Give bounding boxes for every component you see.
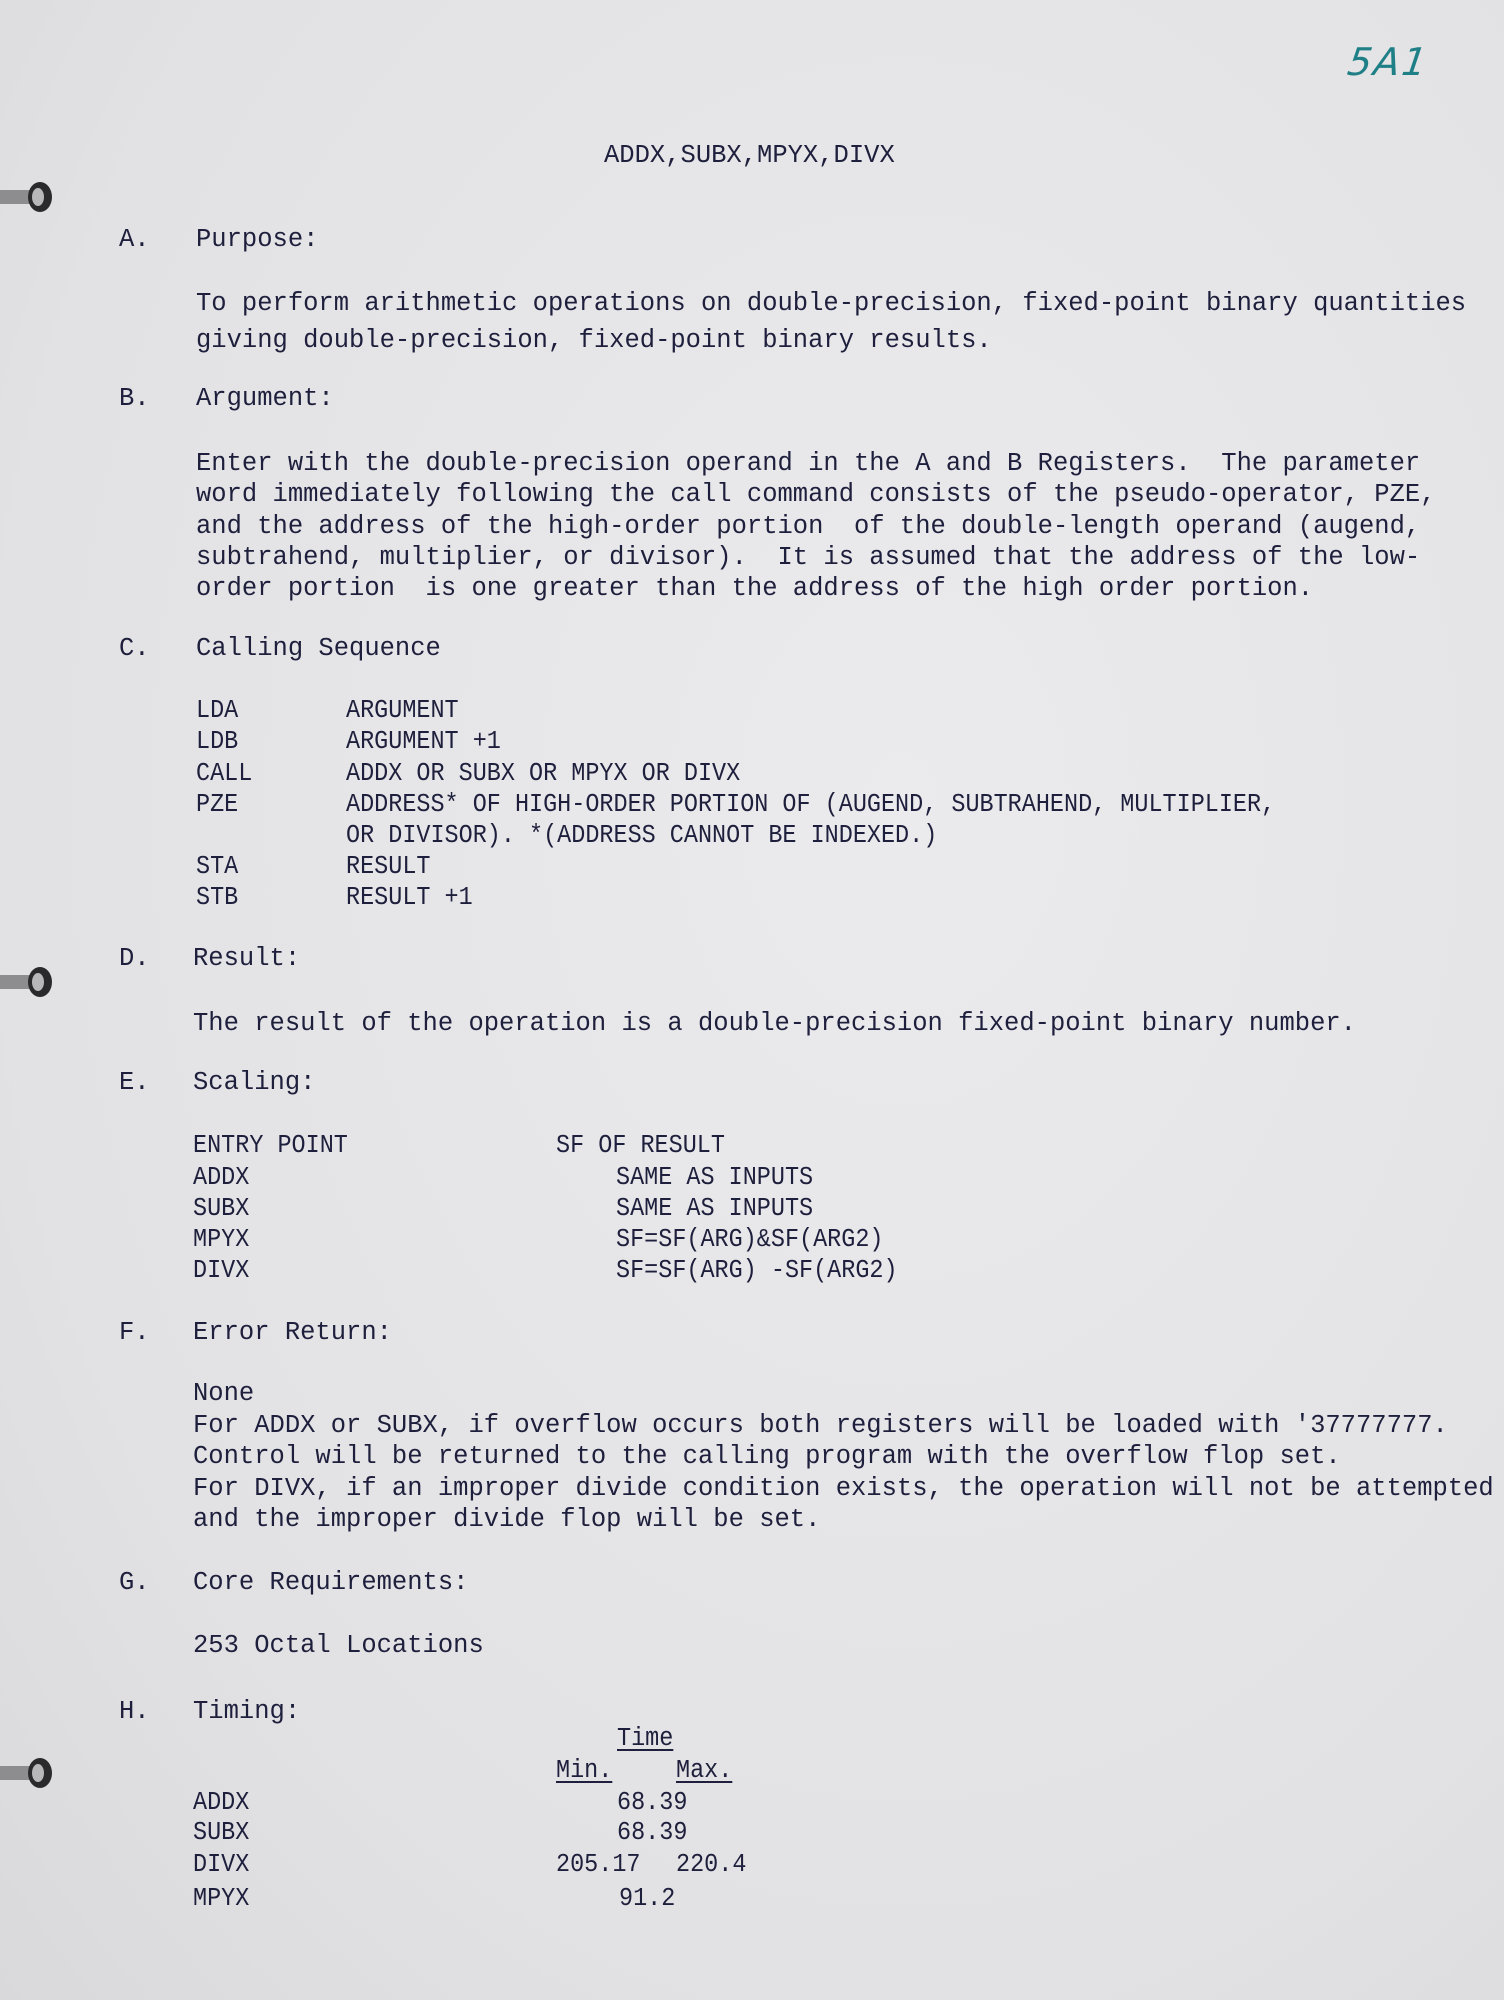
sequence-op: STB <box>196 883 239 912</box>
document-title: ADDX,SUBX,MPYX,DIVX <box>604 141 895 170</box>
timing-min-header: Min. <box>556 1756 613 1785</box>
scaling-sf: SAME AS INPUTS <box>616 1163 814 1192</box>
section-heading: Calling Sequence <box>196 634 441 663</box>
section-heading: Purpose: <box>196 225 319 254</box>
sequence-arg: ARGUMENT <box>346 696 459 725</box>
paragraph-line: and the address of the high-order portion of the double-length operand (augend, <box>196 512 1421 541</box>
section-heading: Scaling: <box>193 1068 316 1097</box>
scaling-entry: DIVX <box>193 1256 250 1285</box>
binder-ring-icon <box>0 965 56 999</box>
section-heading: Core Requirements: <box>193 1568 469 1597</box>
section-letter: B. <box>119 384 150 413</box>
paragraph-line: For DIVX, if an improper divide condition exists, the operation will not be attempted <box>193 1474 1494 1503</box>
timing-min-value: 205.17 <box>556 1850 641 1879</box>
timing-routine: ADDX <box>193 1788 250 1817</box>
paragraph-line: subtrahend, multiplier, or divisor). It is assumed that the address of the low- <box>196 543 1421 572</box>
section-letter: H. <box>119 1697 150 1726</box>
section-letter: G. <box>119 1568 150 1597</box>
timing-max-value: 220.4 <box>676 1850 747 1879</box>
paragraph-line: For ADDX or SUBX, if overflow occurs both registers will be loaded with '37777777. <box>193 1411 1448 1440</box>
scaling-entry: SUBX <box>193 1194 250 1223</box>
timing-routine: SUBX <box>193 1818 250 1847</box>
section-letter: F. <box>119 1318 150 1347</box>
timing-value: 91.2 <box>619 1884 676 1913</box>
sequence-arg: OR DIVISOR). *(ADDRESS CANNOT BE INDEXED.) <box>346 821 938 850</box>
paragraph-line: Control will be returned to the calling program with the overflow flop set. <box>193 1442 1341 1471</box>
timing-routine: MPYX <box>193 1884 250 1913</box>
sequence-op: LDB <box>196 727 239 756</box>
section-letter: E. <box>119 1068 150 1097</box>
scaling-header-entry: ENTRY POINT <box>193 1131 348 1160</box>
section-heading: Error Return: <box>193 1318 392 1347</box>
paragraph-line: Enter with the double-precision operand in the A and B Registers. The parameter <box>196 449 1421 478</box>
scaling-entry: ADDX <box>193 1163 250 1192</box>
sequence-arg: ADDX OR SUBX OR MPYX OR DIVX <box>346 759 741 788</box>
section-heading: Timing: <box>193 1697 301 1726</box>
paragraph-line: word immediately following the call command consists of the pseudo-operator, PZE, <box>196 480 1436 509</box>
binder-ring-icon <box>0 180 56 214</box>
section-letter: A. <box>119 225 150 254</box>
paragraph-line: order portion is one greater than the address of the high order portion. <box>196 574 1314 603</box>
sequence-arg: ARGUMENT +1 <box>346 727 501 756</box>
scaling-sf: SAME AS INPUTS <box>616 1194 814 1223</box>
handwritten-page-mark: 5A1 <box>1344 40 1432 84</box>
section-heading: Argument: <box>196 384 334 413</box>
section-heading: Result: <box>193 944 301 973</box>
paragraph-line: The result of the operation is a double-precision fixed-point binary number. <box>193 1009 1356 1038</box>
scaling-sf: SF=SF(ARG) -SF(ARG2) <box>616 1256 898 1285</box>
timing-max-header: Max. <box>676 1756 733 1785</box>
paragraph-line: 253 Octal Locations <box>193 1631 484 1660</box>
binder-ring-icon <box>0 1756 56 1790</box>
scaling-entry: MPYX <box>193 1225 250 1254</box>
sequence-op: STA <box>196 852 239 881</box>
timing-value: 68.39 <box>617 1818 688 1847</box>
paragraph-line: None <box>193 1379 255 1408</box>
sequence-op: PZE <box>196 790 239 819</box>
timing-routine: DIVX <box>193 1850 250 1879</box>
scaling-sf: SF=SF(ARG)&SF(ARG2) <box>616 1225 884 1254</box>
sequence-arg: ADDRESS* OF HIGH-ORDER PORTION OF (AUGEND, SUBTRAHEND, MULTIPLIER, <box>346 790 1276 819</box>
timing-value: 68.39 <box>617 1788 688 1817</box>
sequence-op: CALL <box>196 759 253 788</box>
paragraph-line: To perform arithmetic operations on double-precision, fixed-point binary quantities <box>196 289 1467 318</box>
sequence-arg: RESULT +1 <box>346 883 473 912</box>
timing-time-header: Time <box>617 1724 674 1753</box>
section-letter: C. <box>119 634 150 663</box>
sequence-arg: RESULT <box>346 852 431 881</box>
paragraph-line: and the improper divide flop will be set. <box>193 1505 821 1534</box>
section-letter: D. <box>119 944 150 973</box>
paragraph-line: giving double-precision, fixed-point binary results. <box>196 326 992 355</box>
sequence-op: LDA <box>196 696 239 725</box>
scaling-header-sf: SF OF RESULT <box>556 1131 725 1160</box>
